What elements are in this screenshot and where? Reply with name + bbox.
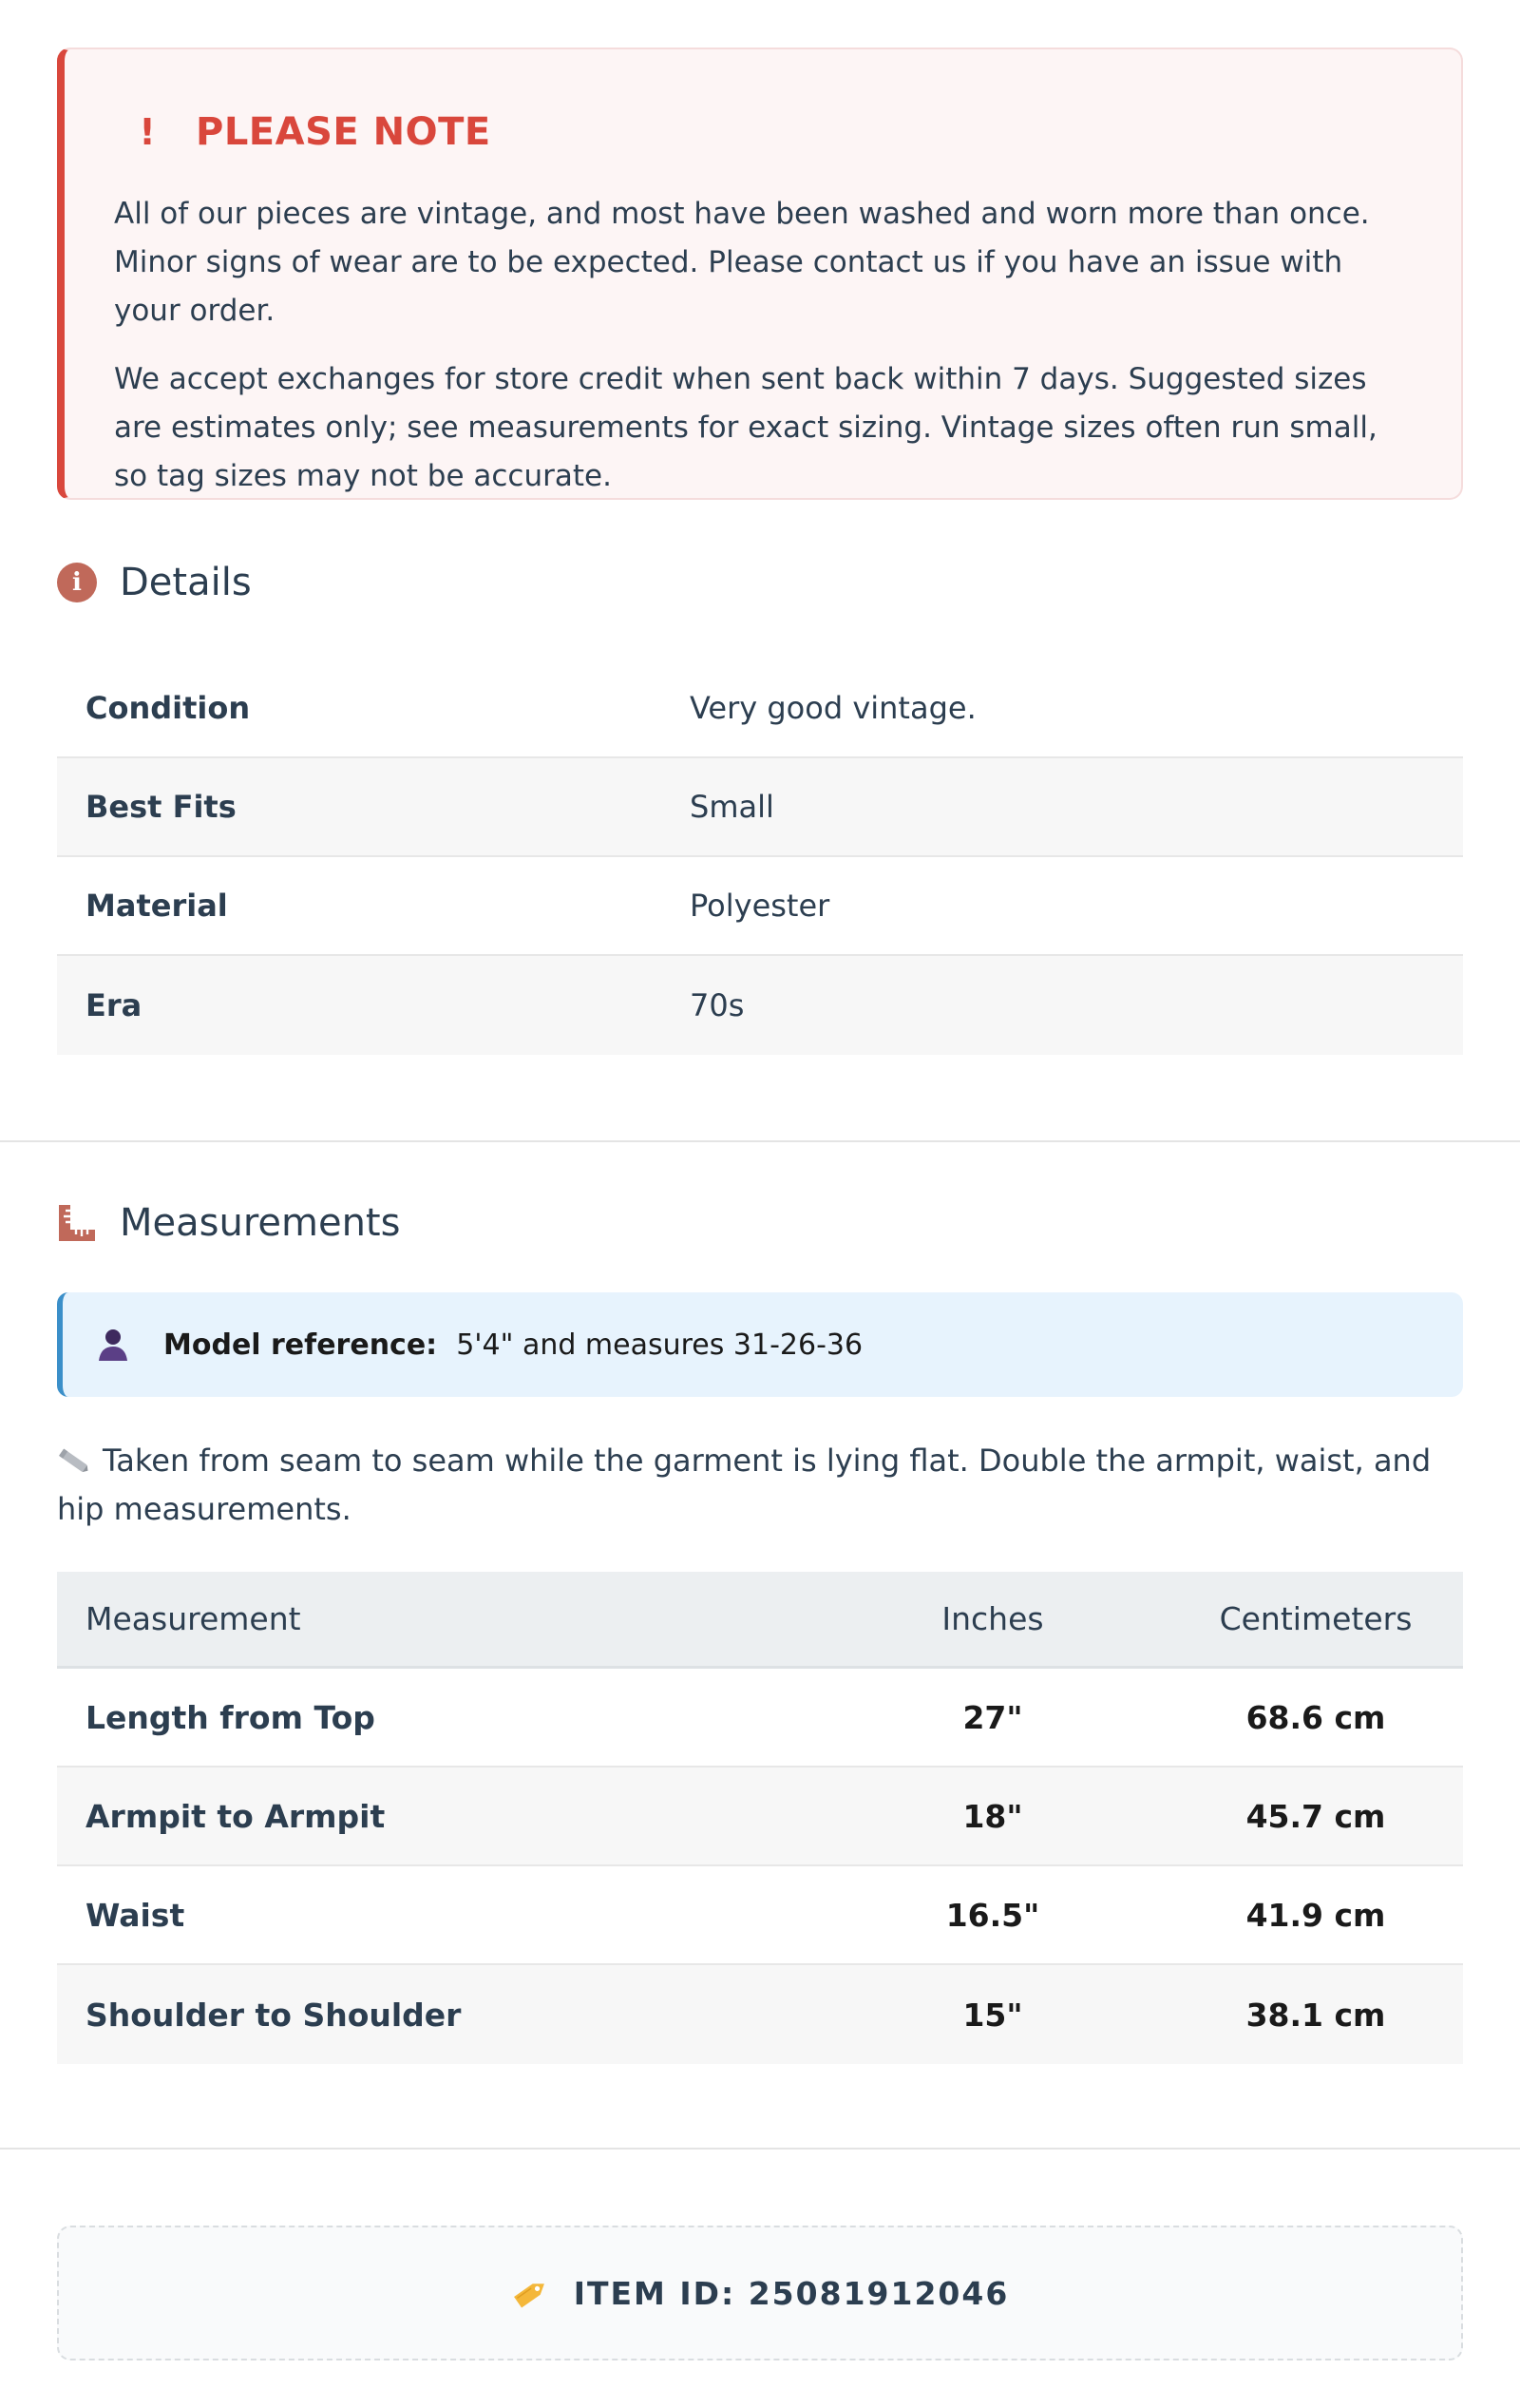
table-row — [57, 1669, 1463, 1768]
measurement-name: Waist — [86, 1896, 185, 1934]
details-heading — [57, 559, 1463, 606]
detail-label: Best Fits — [86, 789, 237, 825]
detail-label: Era — [86, 987, 142, 1023]
model-reference-label: Model reference: — [163, 1328, 438, 1362]
detail-label: Material — [86, 888, 228, 924]
item-id-text: ITEM ID: 25081912046 — [573, 2274, 1010, 2312]
details-title: Details — [120, 561, 252, 604]
detail-value: 70s — [690, 987, 745, 1023]
table-row — [57, 758, 1463, 857]
detail-value: Very good vintage. — [690, 690, 977, 726]
table-row — [57, 659, 1463, 758]
table-row — [57, 956, 1463, 1055]
detail-value: Small — [690, 789, 774, 825]
section-divider — [0, 2148, 1520, 2150]
table-header-row — [57, 1572, 1463, 1669]
table-row — [57, 1965, 1463, 2064]
measurement-cm: 38.1 cm — [1245, 1996, 1386, 2034]
measurement-name: Armpit to Armpit — [86, 1797, 386, 1835]
info-icon: i — [57, 563, 97, 602]
note-paragraph-1: All of our pieces are vintage, and most have been washed and worn more than once. Minor signs of wear are to be expected. Please contact us if you have an issue with your order. — [114, 197, 1370, 328]
measurements-heading — [0, 1199, 1520, 1247]
pencil-icon — [57, 1446, 91, 1475]
note-title: PLEASE NOTE — [196, 110, 491, 154]
person-icon — [97, 1328, 129, 1362]
measurement-cm: 68.6 cm — [1245, 1698, 1386, 1736]
measurement-inches: 27" — [962, 1698, 1023, 1736]
column-header: Measurement — [86, 1600, 301, 1637]
measurements-title: Measurements — [120, 1201, 401, 1245]
item-id-box — [57, 2226, 1463, 2360]
instructions-text: Taken from seam to seam while the garment is lying flat. Double the armpit, waist, and hip measurements. — [57, 1443, 1432, 1527]
tag-icon — [511, 2273, 551, 2313]
column-header: Inches — [941, 1600, 1044, 1637]
table-row — [57, 1768, 1463, 1866]
ruler-icon — [57, 1203, 97, 1243]
measurement-name: Length from Top — [86, 1698, 375, 1736]
measurement-cm: 41.9 cm — [1245, 1896, 1386, 1934]
model-reference-box — [57, 1292, 1463, 1397]
measurement-instructions — [57, 1437, 1463, 1534]
note-header — [114, 108, 1412, 156]
model-reference-value: 5'4" and measures 31-26-36 — [456, 1328, 864, 1362]
note-paragraph-2: We accept exchanges for store credit when sent back within 7 days. Suggested sizes are estimates only; see measurements for exact sizing. Vintage sizes often run small, so tag sizes may not be accurate. — [114, 362, 1378, 493]
exclamation-icon: ! — [139, 111, 156, 153]
measurement-cm: 45.7 cm — [1245, 1797, 1386, 1835]
column-header: Centimeters — [1219, 1600, 1413, 1637]
measurement-name: Shoulder to Shoulder — [86, 1996, 462, 2034]
measurements-table — [57, 1572, 1463, 2064]
table-row — [57, 857, 1463, 956]
section-divider — [0, 1140, 1520, 1142]
table-row — [57, 1866, 1463, 1965]
detail-label: Condition — [86, 690, 251, 726]
details-table — [57, 659, 1463, 1055]
measurement-inches: 18" — [962, 1797, 1023, 1835]
please-note-box — [57, 48, 1463, 500]
measurement-inches: 15" — [962, 1996, 1023, 2034]
detail-value: Polyester — [690, 888, 830, 924]
measurement-inches: 16.5" — [945, 1896, 1040, 1934]
